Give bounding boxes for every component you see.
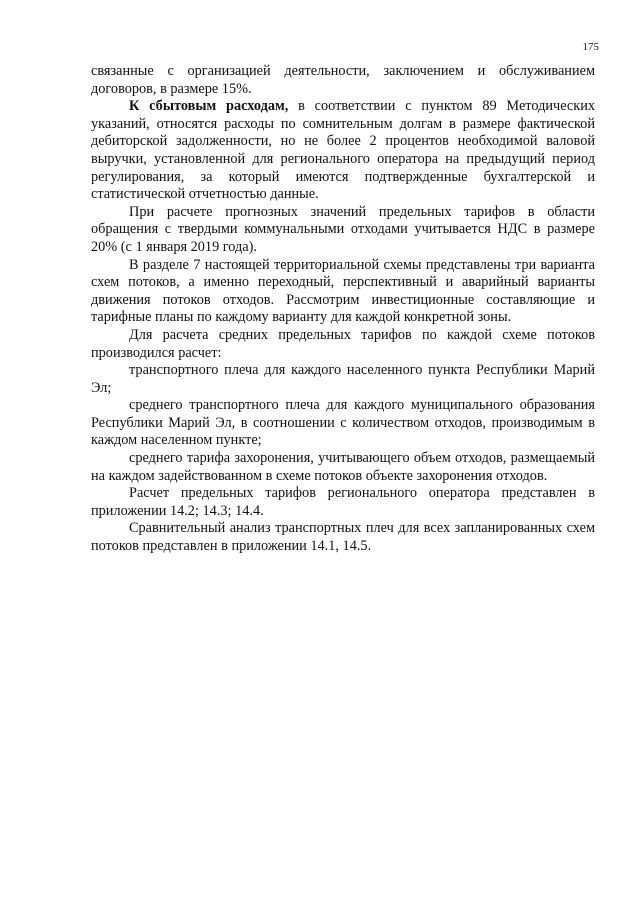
paragraph-4 [91, 257, 595, 327]
paragraph-text: В разделе 7 настоящей территориальной схемы представлены три варианта схем потоков, а именно переходный, перспективный и аварийный варианты движения потоков отходов. Рассмотрим инвестиционные составляющие и тарифные планы по каждому варианту для каждой конкретной зоны. [91, 256, 595, 326]
paragraph-text: Для расчета средних предельных тарифов по каждой схеме потоков производился расчет: [91, 326, 595, 361]
paragraph-text: При расчете прогнозных значений предельных тарифов в области обращения с твердыми коммунальными отходами учитывается НДС в размере 20% (с 1 января 2019 года). [91, 203, 595, 255]
paragraph-text: среднего тарифа захоронения, учитывающего объем отходов, размещаемый на каждом задействованном в схеме потоков объекте захоронения отходов. [91, 450, 595, 484]
paragraph-9 [91, 485, 595, 520]
page-number: 175 [582, 41, 599, 53]
paragraph-text: связанные с организацией деятельности, заключением и обслуживанием договоров, в размере 15%. [91, 63, 595, 97]
paragraph-text: среднего транспортного плеча для каждого муниципального образования Республики Марий Эл, в соотношении с количеством отходов, производимым в каждом населенном пункте; [91, 397, 595, 449]
document-body [91, 63, 595, 556]
bold-lead-text: К сбытовым расходам, [129, 98, 289, 115]
paragraph-text: Сравнительный анализ транспортных плеч для всех запланированных схем потоков представлен в приложении 14.1, 14.5. [91, 520, 595, 555]
paragraph-7 [91, 397, 595, 450]
paragraph-8 [91, 450, 595, 485]
paragraph-3 [91, 204, 595, 257]
paragraph-text: в соответствии с пунктом 89 Методических указаний, относятся расходы по сомнительным долгам в размере фактической дебиторской задолженности, но не более 2 процентов необходимой валовой выручки, установленной для регионального оператора на предыдущий период регулирования, за который имеются подтвержденные бухгалтерской и статистической отчетностью данные. [91, 98, 596, 203]
paragraph-10 [91, 520, 595, 555]
paragraph-text: транспортного плеча для каждого населенного пункта Республики Марий Эл; [91, 362, 595, 396]
paragraph-5 [91, 327, 595, 362]
paragraph-2 [91, 98, 595, 204]
paragraph-1 [91, 63, 595, 98]
paragraph-text: Расчет предельных тарифов регионального оператора представлен в приложении 14.2; 14.3; 14.4. [91, 485, 595, 519]
paragraph-6 [91, 362, 595, 397]
